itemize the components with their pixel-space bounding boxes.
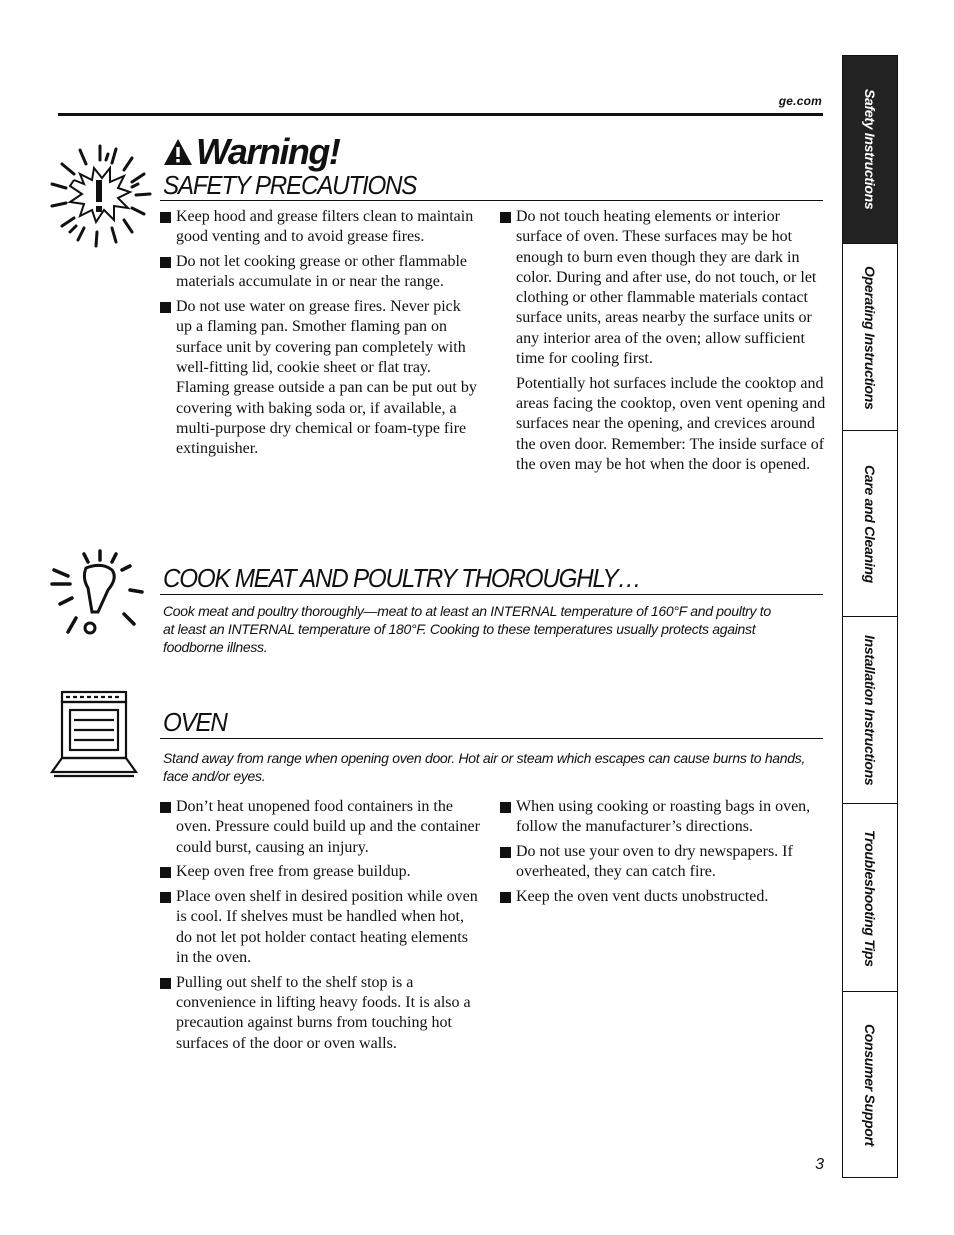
warning-heading [163, 132, 339, 172]
oven-right-column [500, 797, 826, 912]
list-item: Do not use water on grease fires. Never pick up a flaming pan. Smother flaming pan on surface unit by covering pan completely with well-fitting lid, cookie sheet or flat tray. Flaming grease outside a pan can be put out by covering with baking soda or, if available, a multi-purpose dry chemical or foam-type fire extinguisher. [160, 297, 478, 459]
tab-care-and-cleaning[interactable]: Care and Cleaning [843, 430, 897, 617]
side-tabs [842, 55, 898, 1178]
site-url[interactable]: ge.com [778, 94, 822, 108]
list-item: Keep the oven vent ducts unobstructed. [500, 887, 826, 907]
section-rule [160, 200, 823, 201]
list-item: Do not touch heating elements or interior surface of oven. These surfaces may be hot enough to burn even though they are dark in color. During and after use, do not touch, or let clothing or other flammable materials contact surface units, areas nearby the surface units or any interior area of the oven; allow sufficient time for cooling first. [500, 207, 826, 369]
list-item: Do not use your oven to dry newspapers. If overheated, they can catch fire. [500, 842, 826, 883]
page-number: 3 [815, 1156, 824, 1173]
list-item: Don’t heat unopened food containers in the oven. Pressure could build up and the container could burst, causing an injury. [160, 797, 480, 858]
list-item: Do not let cooking grease or other flammable materials accumulate in or near the range. [160, 252, 478, 293]
square-bullet-icon [160, 867, 171, 878]
warning-left-column [160, 207, 478, 464]
safety-precautions-title: SAFETY PRECAUTIONS [163, 170, 417, 200]
square-bullet-icon [160, 257, 171, 268]
list-item: When using cooking or roasting bags in oven, follow the manufacturer’s directions. [500, 797, 826, 838]
section-rule [160, 594, 823, 595]
cook-meat-title: COOK MEAT AND POULTRY THOROUGHLY… [163, 563, 641, 593]
square-bullet-icon [500, 212, 511, 223]
section-rule [160, 738, 823, 739]
tab-installation-instructions[interactable]: Installation Instructions [843, 616, 897, 804]
tab-safety-instructions[interactable]: Safety Instructions [843, 56, 897, 243]
square-bullet-icon [160, 302, 171, 313]
top-rule [58, 113, 823, 116]
warning-triangle-icon [163, 138, 193, 166]
square-bullet-icon [160, 212, 171, 223]
oven-left-column [160, 797, 480, 1059]
square-bullet-icon [500, 892, 511, 903]
warning-burst-icon [44, 140, 156, 257]
tab-operating-instructions[interactable]: Operating Instructions [843, 243, 897, 431]
tab-troubleshooting-tips[interactable]: Troubleshooting Tips [843, 803, 897, 992]
square-bullet-icon [160, 892, 171, 903]
oven-intro: Stand away from range when opening oven door. Hot air or steam which escapes can cause burns to hands, face and/or eyes. [163, 750, 806, 784]
tab-consumer-support[interactable]: Consumer Support [843, 991, 897, 1178]
list-item: Place oven shelf in desired position while oven is cool. If shelves must be handled when hot, do not let pot holder contact heating elements in the oven. [160, 887, 480, 968]
warning-right-column [500, 207, 826, 475]
exclamation-icon [46, 548, 146, 645]
square-bullet-icon [500, 847, 511, 858]
hot-surfaces-paragraph: Potentially hot surfaces include the cooktop and areas facing the cooktop, oven vent opening and surfaces near the opening, and crevices around the oven door. Remember: The inside surface of the oven may be hot when the door is opened. [516, 374, 826, 474]
list-item: Keep oven free from grease buildup. [160, 862, 480, 882]
oven-title: OVEN [163, 707, 227, 737]
warning-title: Warning! [196, 131, 340, 172]
list-item: Pulling out shelf to the shelf stop is a convenience in lifting heavy foods. It is also a precaution against burns from touching hot surfaces of the door or oven walls. [160, 973, 480, 1054]
square-bullet-icon [500, 802, 511, 813]
oven-icon [50, 688, 150, 785]
square-bullet-icon [160, 978, 171, 989]
cook-meat-text: Cook meat and poultry thoroughly—meat to at least an INTERNAL temperature of 160°F and poultry to at least an INTERNAL temperature of 180°F. Cooking to these temperatures usually protects against foodborne illness. [163, 603, 771, 655]
list-item: Keep hood and grease filters clean to maintain good venting and to avoid grease fires. [160, 207, 478, 248]
square-bullet-icon [160, 802, 171, 813]
